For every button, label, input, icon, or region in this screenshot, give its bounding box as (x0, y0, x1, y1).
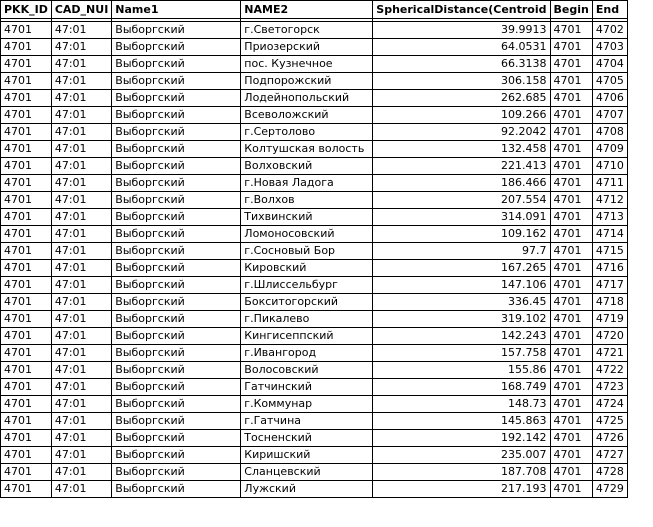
cell-pkk-id[interactable]: 4701 (1, 277, 52, 294)
table-row[interactable] (1, 379, 628, 396)
cell-begin[interactable]: 4701 (550, 158, 592, 175)
cell-name2[interactable]: пос. Кузнечное (241, 56, 373, 73)
cell-end[interactable]: 4712 (592, 192, 627, 209)
table-row[interactable] (1, 56, 628, 73)
cell-name1[interactable]: Выборгский (112, 73, 241, 90)
cell-begin[interactable]: 4701 (550, 124, 592, 141)
cell-cad-num[interactable]: 47:01 (51, 158, 111, 175)
cell-name2[interactable]: Приозерский (241, 39, 373, 56)
cell-pkk-id[interactable]: 4701 (1, 413, 52, 430)
cell-name1[interactable]: Выборгский (112, 226, 241, 243)
cell-distance[interactable]: 147.106 (373, 277, 550, 294)
cell-cad-num[interactable]: 47:01 (51, 362, 111, 379)
table-row[interactable] (1, 464, 628, 481)
cell-pkk-id[interactable]: 4701 (1, 209, 52, 226)
cell-pkk-id[interactable]: 4701 (1, 39, 52, 56)
cell-name1[interactable]: Выборгский (112, 447, 241, 464)
column-header-spherical-distance[interactable]: SphericalDistance(Centroid (373, 1, 550, 19)
cell-distance[interactable]: 66.3138 (373, 56, 550, 73)
cell-begin[interactable]: 4701 (550, 396, 592, 413)
cell-name1[interactable]: Выборгский (112, 90, 241, 107)
cell-name1[interactable]: Выборгский (112, 260, 241, 277)
cell-name1[interactable]: Выборгский (112, 464, 241, 481)
cell-distance[interactable]: 64.0531 (373, 39, 550, 56)
cell-begin[interactable]: 4701 (550, 39, 592, 56)
cell-pkk-id[interactable]: 4701 (1, 73, 52, 90)
cell-name2[interactable]: г.Новая Ладога (241, 175, 373, 192)
cell-begin[interactable]: 4701 (550, 362, 592, 379)
cell-name2[interactable]: г.Коммунар (241, 396, 373, 413)
table-row[interactable] (1, 447, 628, 464)
cell-name1[interactable]: Выборгский (112, 22, 241, 39)
cell-begin[interactable]: 4701 (550, 141, 592, 158)
cell-begin[interactable]: 4701 (550, 260, 592, 277)
cell-end[interactable]: 4716 (592, 260, 627, 277)
cell-begin[interactable]: 4701 (550, 22, 592, 39)
cell-cad-num[interactable]: 47:01 (51, 39, 111, 56)
table-row[interactable] (1, 22, 628, 39)
table-row[interactable] (1, 90, 628, 107)
cell-pkk-id[interactable]: 4701 (1, 311, 52, 328)
cell-name2[interactable]: Всеволожский (241, 107, 373, 124)
cell-cad-num[interactable]: 47:01 (51, 260, 111, 277)
cell-distance[interactable]: 314.091 (373, 209, 550, 226)
cell-end[interactable]: 4713 (592, 209, 627, 226)
cell-end[interactable]: 4708 (592, 124, 627, 141)
cell-name2[interactable]: Лодейнопольский (241, 90, 373, 107)
cell-cad-num[interactable]: 47:01 (51, 277, 111, 294)
cell-distance[interactable]: 192.142 (373, 430, 550, 447)
cell-cad-num[interactable]: 47:01 (51, 447, 111, 464)
cell-name1[interactable]: Выборгский (112, 328, 241, 345)
cell-begin[interactable]: 4701 (550, 192, 592, 209)
cell-name2[interactable]: г.Сертолово (241, 124, 373, 141)
cell-cad-num[interactable]: 47:01 (51, 22, 111, 39)
cell-cad-num[interactable]: 47:01 (51, 209, 111, 226)
cell-name2[interactable]: Киришский (241, 447, 373, 464)
cell-cad-num[interactable]: 47:01 (51, 396, 111, 413)
table-row[interactable] (1, 430, 628, 447)
cell-pkk-id[interactable]: 4701 (1, 447, 52, 464)
column-header-name2[interactable]: NAME2 (241, 1, 373, 19)
cell-cad-num[interactable]: 47:01 (51, 430, 111, 447)
cell-end[interactable]: 4702 (592, 22, 627, 39)
cell-name2[interactable]: Кировский (241, 260, 373, 277)
table-row[interactable] (1, 311, 628, 328)
cell-pkk-id[interactable]: 4701 (1, 107, 52, 124)
table-row[interactable] (1, 226, 628, 243)
cell-end[interactable]: 4706 (592, 90, 627, 107)
cell-cad-num[interactable]: 47:01 (51, 379, 111, 396)
cell-distance[interactable]: 155.86 (373, 362, 550, 379)
cell-name1[interactable]: Выборгский (112, 56, 241, 73)
table-row[interactable] (1, 39, 628, 56)
cell-name2[interactable]: Колтушская волость (241, 141, 373, 158)
cell-name1[interactable]: Выборгский (112, 277, 241, 294)
cell-distance[interactable]: 306.158 (373, 73, 550, 90)
table-row[interactable] (1, 192, 628, 209)
column-header-name1[interactable]: Name1 (112, 1, 241, 19)
cell-name2[interactable]: г.Сосновый Бор (241, 243, 373, 260)
cell-pkk-id[interactable]: 4701 (1, 328, 52, 345)
cell-distance[interactable]: 132.458 (373, 141, 550, 158)
cell-begin[interactable]: 4701 (550, 175, 592, 192)
cell-end[interactable]: 4704 (592, 56, 627, 73)
cell-name1[interactable]: Выборгский (112, 124, 241, 141)
cell-end[interactable]: 4722 (592, 362, 627, 379)
cell-name1[interactable]: Выборгский (112, 294, 241, 311)
cell-name2[interactable]: Кингисеппский (241, 328, 373, 345)
cell-cad-num[interactable]: 47:01 (51, 141, 111, 158)
cell-name2[interactable]: Волосовский (241, 362, 373, 379)
table-row[interactable] (1, 362, 628, 379)
cell-cad-num[interactable]: 47:01 (51, 107, 111, 124)
cell-distance[interactable]: 262.685 (373, 90, 550, 107)
cell-name1[interactable]: Выборгский (112, 39, 241, 56)
cell-name2[interactable]: Бокситогорский (241, 294, 373, 311)
cell-begin[interactable]: 4701 (550, 226, 592, 243)
cell-name1[interactable]: Выборгский (112, 379, 241, 396)
cell-name2[interactable]: г.Ивангород (241, 345, 373, 362)
cell-cad-num[interactable]: 47:01 (51, 345, 111, 362)
cell-name2[interactable]: г.Шлиссельбург (241, 277, 373, 294)
header-row (1, 1, 628, 19)
cell-begin[interactable]: 4701 (550, 311, 592, 328)
cell-distance[interactable]: 92.2042 (373, 124, 550, 141)
cell-end[interactable]: 4728 (592, 464, 627, 481)
cell-end[interactable]: 4723 (592, 379, 627, 396)
column-header-end[interactable]: End (592, 1, 627, 19)
cell-distance[interactable]: 168.749 (373, 379, 550, 396)
table-row[interactable] (1, 243, 628, 260)
cell-name2[interactable]: Тихвинский (241, 209, 373, 226)
cell-pkk-id[interactable]: 4701 (1, 158, 52, 175)
cell-name2[interactable]: г.Волхов (241, 192, 373, 209)
cell-end[interactable]: 4719 (592, 311, 627, 328)
cell-pkk-id[interactable]: 4701 (1, 430, 52, 447)
cell-end[interactable]: 4709 (592, 141, 627, 158)
cell-begin[interactable]: 4701 (550, 328, 592, 345)
cell-begin[interactable]: 4701 (550, 379, 592, 396)
table-row[interactable] (1, 396, 628, 413)
cell-pkk-id[interactable]: 4701 (1, 345, 52, 362)
cell-distance[interactable]: 235.007 (373, 447, 550, 464)
cell-distance[interactable]: 97.7 (373, 243, 550, 260)
cell-pkk-id[interactable]: 4701 (1, 226, 52, 243)
cell-cad-num[interactable]: 47:01 (51, 226, 111, 243)
cell-begin[interactable]: 4701 (550, 413, 592, 430)
table-row[interactable] (1, 294, 628, 311)
cell-end[interactable]: 4721 (592, 345, 627, 362)
cell-cad-num[interactable]: 47:01 (51, 56, 111, 73)
cell-name2[interactable]: Подпорожский (241, 73, 373, 90)
cell-cad-num[interactable]: 47:01 (51, 175, 111, 192)
cell-name2[interactable]: Ломоносовский (241, 226, 373, 243)
cell-name1[interactable]: Выборгский (112, 345, 241, 362)
cell-end[interactable]: 4720 (592, 328, 627, 345)
cell-begin[interactable]: 4701 (550, 243, 592, 260)
cell-end[interactable]: 4727 (592, 447, 627, 464)
cell-cad-num[interactable]: 47:01 (51, 413, 111, 430)
cell-name1[interactable]: Выборгский (112, 141, 241, 158)
cell-name1[interactable]: Выборгский (112, 396, 241, 413)
table-row[interactable] (1, 107, 628, 124)
cell-pkk-id[interactable]: 4701 (1, 362, 52, 379)
table-row[interactable] (1, 413, 628, 430)
cell-begin[interactable]: 4701 (550, 73, 592, 90)
cell-distance[interactable]: 336.45 (373, 294, 550, 311)
cell-pkk-id[interactable]: 4701 (1, 141, 52, 158)
cell-end[interactable]: 4717 (592, 277, 627, 294)
table-row[interactable] (1, 73, 628, 90)
cell-end[interactable]: 4729 (592, 481, 627, 498)
cell-begin[interactable]: 4701 (550, 294, 592, 311)
cell-begin[interactable]: 4701 (550, 447, 592, 464)
cell-end[interactable]: 4711 (592, 175, 627, 192)
column-header-begin[interactable]: Begin (550, 1, 592, 19)
cell-end[interactable]: 4707 (592, 107, 627, 124)
cell-distance[interactable]: 109.266 (373, 107, 550, 124)
cell-pkk-id[interactable]: 4701 (1, 56, 52, 73)
cell-begin[interactable]: 4701 (550, 107, 592, 124)
cell-begin[interactable]: 4701 (550, 56, 592, 73)
cell-begin[interactable]: 4701 (550, 277, 592, 294)
cell-name2[interactable]: Волховский (241, 158, 373, 175)
table-row[interactable] (1, 277, 628, 294)
cell-distance[interactable]: 167.265 (373, 260, 550, 277)
table-row[interactable] (1, 175, 628, 192)
cell-begin[interactable]: 4701 (550, 209, 592, 226)
cell-end[interactable]: 4715 (592, 243, 627, 260)
column-header-pkk-id[interactable]: PKK_ID (1, 1, 52, 19)
table-row[interactable] (1, 209, 628, 226)
cell-end[interactable]: 4726 (592, 430, 627, 447)
cell-cad-num[interactable]: 47:01 (51, 481, 111, 498)
cell-name1[interactable]: Выборгский (112, 243, 241, 260)
cell-end[interactable]: 4710 (592, 158, 627, 175)
cell-distance[interactable]: 187.708 (373, 464, 550, 481)
cell-name1[interactable]: Выборгский (112, 175, 241, 192)
cell-begin[interactable]: 4701 (550, 90, 592, 107)
cell-cad-num[interactable]: 47:01 (51, 192, 111, 209)
cell-name1[interactable]: Выборгский (112, 362, 241, 379)
cell-name2[interactable]: г.Гатчина (241, 413, 373, 430)
table-row[interactable] (1, 345, 628, 362)
cell-cad-num[interactable]: 47:01 (51, 311, 111, 328)
cell-name1[interactable]: Выборгский (112, 209, 241, 226)
cell-distance[interactable]: 207.554 (373, 192, 550, 209)
cell-distance[interactable]: 319.102 (373, 311, 550, 328)
cell-distance[interactable]: 142.243 (373, 328, 550, 345)
column-header-cad-num[interactable]: CAD_NUI (51, 1, 111, 19)
cell-cad-num[interactable]: 47:01 (51, 90, 111, 107)
table-row[interactable] (1, 141, 628, 158)
cell-name2[interactable]: г.Пикалево (241, 311, 373, 328)
cell-distance[interactable]: 221.413 (373, 158, 550, 175)
cell-name2[interactable]: Гатчинский (241, 379, 373, 396)
cell-pkk-id[interactable]: 4701 (1, 22, 52, 39)
cell-distance[interactable]: 157.758 (373, 345, 550, 362)
cell-name1[interactable]: Выборгский (112, 158, 241, 175)
cell-cad-num[interactable]: 47:01 (51, 243, 111, 260)
cell-pkk-id[interactable]: 4701 (1, 243, 52, 260)
cell-pkk-id[interactable]: 4701 (1, 464, 52, 481)
cell-name2[interactable]: г.Светогорск (241, 22, 373, 39)
cell-cad-num[interactable]: 47:01 (51, 294, 111, 311)
cell-distance[interactable]: 217.193 (373, 481, 550, 498)
cell-begin[interactable]: 4701 (550, 481, 592, 498)
cell-end[interactable]: 4703 (592, 39, 627, 56)
table-row[interactable] (1, 124, 628, 141)
cell-name1[interactable]: Выборгский (112, 311, 241, 328)
cell-end[interactable]: 4724 (592, 396, 627, 413)
cell-pkk-id[interactable]: 4701 (1, 124, 52, 141)
cell-name2[interactable]: Лужский (241, 481, 373, 498)
cell-distance[interactable]: 186.466 (373, 175, 550, 192)
cell-pkk-id[interactable]: 4701 (1, 481, 52, 498)
cell-pkk-id[interactable]: 4701 (1, 192, 52, 209)
cell-cad-num[interactable]: 47:01 (51, 464, 111, 481)
table-row[interactable] (1, 481, 628, 498)
cell-end[interactable]: 4705 (592, 73, 627, 90)
cell-pkk-id[interactable]: 4701 (1, 90, 52, 107)
cell-end[interactable]: 4718 (592, 294, 627, 311)
cell-begin[interactable]: 4701 (550, 464, 592, 481)
table-row[interactable] (1, 328, 628, 345)
cell-begin[interactable]: 4701 (550, 430, 592, 447)
cell-end[interactable]: 4725 (592, 413, 627, 430)
cell-name1[interactable]: Выборгский (112, 107, 241, 124)
cell-cad-num[interactable]: 47:01 (51, 73, 111, 90)
cell-pkk-id[interactable]: 4701 (1, 294, 52, 311)
cell-name1[interactable]: Выборгский (112, 413, 241, 430)
table-row[interactable] (1, 260, 628, 277)
cell-cad-num[interactable]: 47:01 (51, 328, 111, 345)
cell-begin[interactable]: 4701 (550, 345, 592, 362)
cell-distance[interactable]: 39.9913 (373, 22, 550, 39)
cell-distance[interactable]: 109.162 (373, 226, 550, 243)
cell-cad-num[interactable]: 47:01 (51, 124, 111, 141)
cell-end[interactable]: 4714 (592, 226, 627, 243)
cell-name2[interactable]: Сланцевский (241, 464, 373, 481)
table-row[interactable] (1, 158, 628, 175)
cell-pkk-id[interactable]: 4701 (1, 379, 52, 396)
cell-name1[interactable]: Выборгский (112, 481, 241, 498)
cell-distance[interactable]: 145.863 (373, 413, 550, 430)
cell-pkk-id[interactable]: 4701 (1, 396, 52, 413)
cell-name1[interactable]: Выборгский (112, 192, 241, 209)
cell-pkk-id[interactable]: 4701 (1, 175, 52, 192)
cell-name1[interactable]: Выборгский (112, 430, 241, 447)
cell-name2[interactable]: Тосненский (241, 430, 373, 447)
cell-distance[interactable]: 148.73 (373, 396, 550, 413)
cell-pkk-id[interactable]: 4701 (1, 260, 52, 277)
